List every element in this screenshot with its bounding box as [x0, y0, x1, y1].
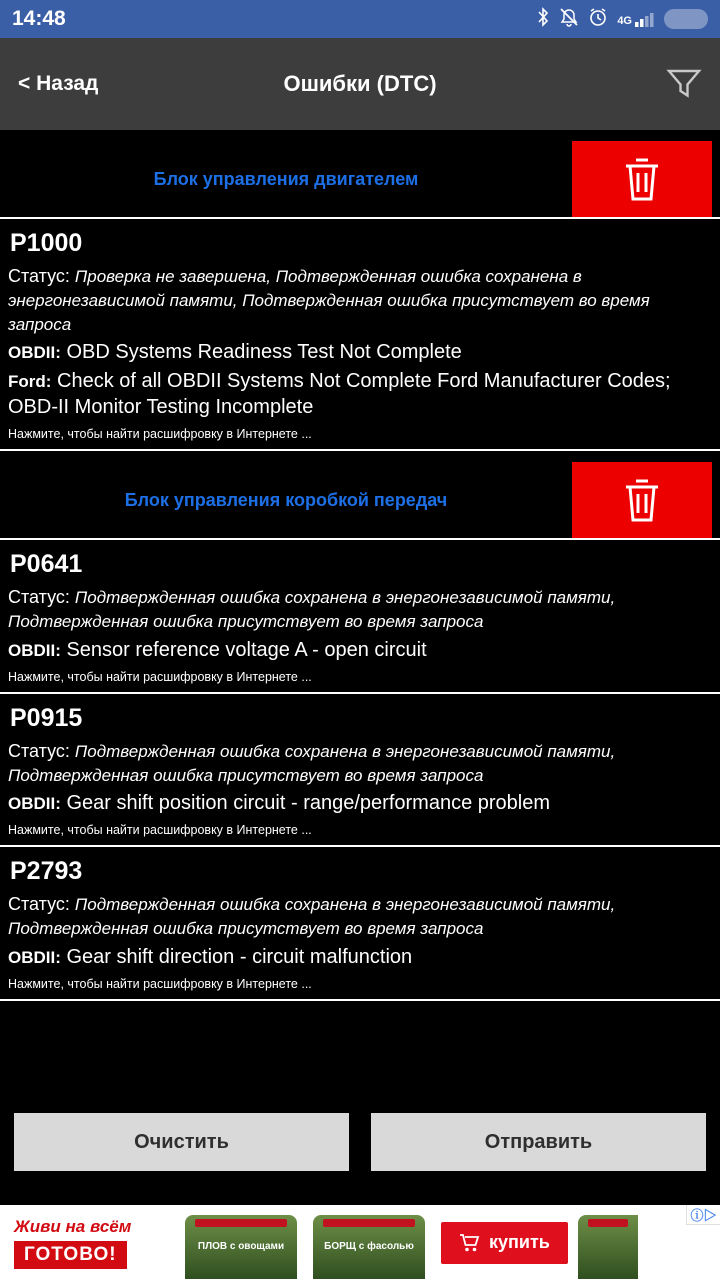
- dtc-status-line: [8, 893, 712, 941]
- dtc-hint: Нажмите, чтобы найти расшифровку в Интернете ...: [8, 427, 312, 442]
- page-title: Ошибки (DTC): [283, 71, 437, 96]
- status-value: Подтвержденная ошибка сохранена в энергонезависимой памяти, Подтвержденная ошибка присутствует во время запроса: [8, 895, 616, 938]
- obdii-label: OBDII:: [8, 640, 61, 660]
- dtc-status-line: [8, 265, 712, 336]
- status-label: Статус:: [8, 740, 70, 761]
- dtc-obdii-line: [8, 944, 712, 970]
- trash-icon: [621, 476, 663, 524]
- section-header: [0, 141, 720, 219]
- ad-tagline: Живи на всём: [14, 1216, 132, 1236]
- dtc-obdii-line: [8, 637, 712, 663]
- ford-label: Ford:: [8, 372, 52, 392]
- dtc-entry[interactable]: [0, 540, 720, 694]
- obdii-value: OBD Systems Readiness Test Not Complete: [66, 341, 462, 364]
- notifications-off-icon: [559, 7, 579, 32]
- status-label: Статус:: [8, 266, 70, 286]
- ad-text-block: [0, 1217, 185, 1269]
- filter-icon: [666, 68, 702, 100]
- ad-product-image-3: [578, 1215, 638, 1279]
- status-label: Статус:: [8, 587, 70, 608]
- obdii-value: Gear shift direction - circuit malfunction: [66, 945, 413, 968]
- bluetooth-icon: [536, 7, 550, 32]
- dtc-entry[interactable]: [0, 694, 720, 848]
- dtc-ford-line: [8, 368, 712, 420]
- battery-icon: [664, 9, 708, 29]
- section-title: Блок управления коробкой передач: [124, 489, 448, 510]
- status-label: Статус:: [8, 894, 70, 915]
- dtc-code: P0915: [10, 703, 83, 732]
- section-entries: [0, 219, 720, 451]
- ad-product-image-2: [313, 1215, 425, 1279]
- app-bar: [0, 38, 720, 130]
- ad-brand: ГОТОВО!: [14, 1241, 127, 1269]
- obdii-value: Gear shift position circuit - range/performance problem: [66, 792, 550, 815]
- obdii-label: OBDII:: [8, 794, 61, 814]
- status-value: Проверка не завершена, Подтвержденная ошибка сохранена в энергонезависимой памяти, Подтвержденная ошибка присутствует во время запроса: [8, 267, 650, 334]
- dtc-code: P1000: [10, 229, 83, 257]
- section-entries: [0, 540, 720, 1001]
- send-button[interactable]: Отправить: [371, 1113, 706, 1171]
- obdii-label: OBDII:: [8, 343, 61, 363]
- clock: 14:48: [12, 7, 66, 30]
- obdii-value: Sensor reference voltage A - open circuit: [66, 638, 427, 661]
- dtc-section: [0, 141, 720, 451]
- section-title: Блок управления двигателем: [153, 168, 419, 189]
- obdii-label: OBDII:: [8, 947, 61, 967]
- clear-button[interactable]: Очистить: [14, 1113, 349, 1171]
- ad-buy-button[interactable]: [441, 1222, 568, 1264]
- trash-icon: [621, 155, 663, 203]
- dtc-section: [0, 462, 720, 1001]
- ad-product-label-2: БОРЩ с фасолью: [324, 1241, 414, 1252]
- dtc-hint: Нажмите, чтобы найти расшифровку в Интернете ...: [8, 976, 312, 991]
- cellular-signal-icon: [617, 10, 655, 28]
- dtc-obdii-line: [8, 339, 712, 365]
- alarm-icon: [588, 7, 608, 32]
- dtc-status-line: [8, 740, 712, 788]
- filter-button[interactable]: [666, 68, 702, 100]
- ad-product-label-1: ПЛОВ с овощами: [197, 1241, 285, 1252]
- status-bar: [0, 0, 720, 38]
- status-value: Подтвержденная ошибка сохранена в энергонезависимой памяти, Подтвержденная ошибка присутствует во время запроса: [8, 741, 616, 785]
- dtc-hint: Нажмите, чтобы найти расшифровку в Интернете ...: [8, 823, 312, 838]
- ad-banner[interactable]: [0, 1205, 720, 1280]
- footer-actions: [0, 1113, 720, 1171]
- adchoices-icon[interactable]: ⓘ▷: [686, 1205, 720, 1225]
- section-header: [0, 462, 720, 540]
- network-type-label: 4G: [617, 15, 632, 27]
- ford-value: Check of all OBDII Systems Not Complete Ford Manufacturer Codes; OBD-II Monitor Testing Incomplete: [8, 370, 671, 419]
- dtc-hint: Нажмите, чтобы найти расшифровку в Интернете ...: [8, 669, 312, 684]
- status-value: Подтвержденная ошибка сохранена в энергонезависимой памяти, Подтвержденная ошибка присутствует во время запроса: [8, 588, 616, 631]
- dtc-obdii-line: [8, 790, 712, 816]
- cart-icon: [459, 1233, 481, 1253]
- dtc-entry[interactable]: [0, 847, 720, 1001]
- dtc-status-line: [8, 586, 712, 634]
- dtc-code: P0641: [10, 550, 83, 579]
- ad-product-image-1: [185, 1215, 297, 1279]
- delete-section-button[interactable]: [572, 462, 712, 538]
- dtc-code: P2793: [10, 857, 83, 886]
- dtc-entry[interactable]: [0, 219, 720, 451]
- delete-section-button[interactable]: [572, 141, 712, 217]
- back-button[interactable]: < Назад: [18, 72, 99, 95]
- dtc-list: [0, 130, 720, 1280]
- ad-buy-label: купить: [489, 1232, 550, 1252]
